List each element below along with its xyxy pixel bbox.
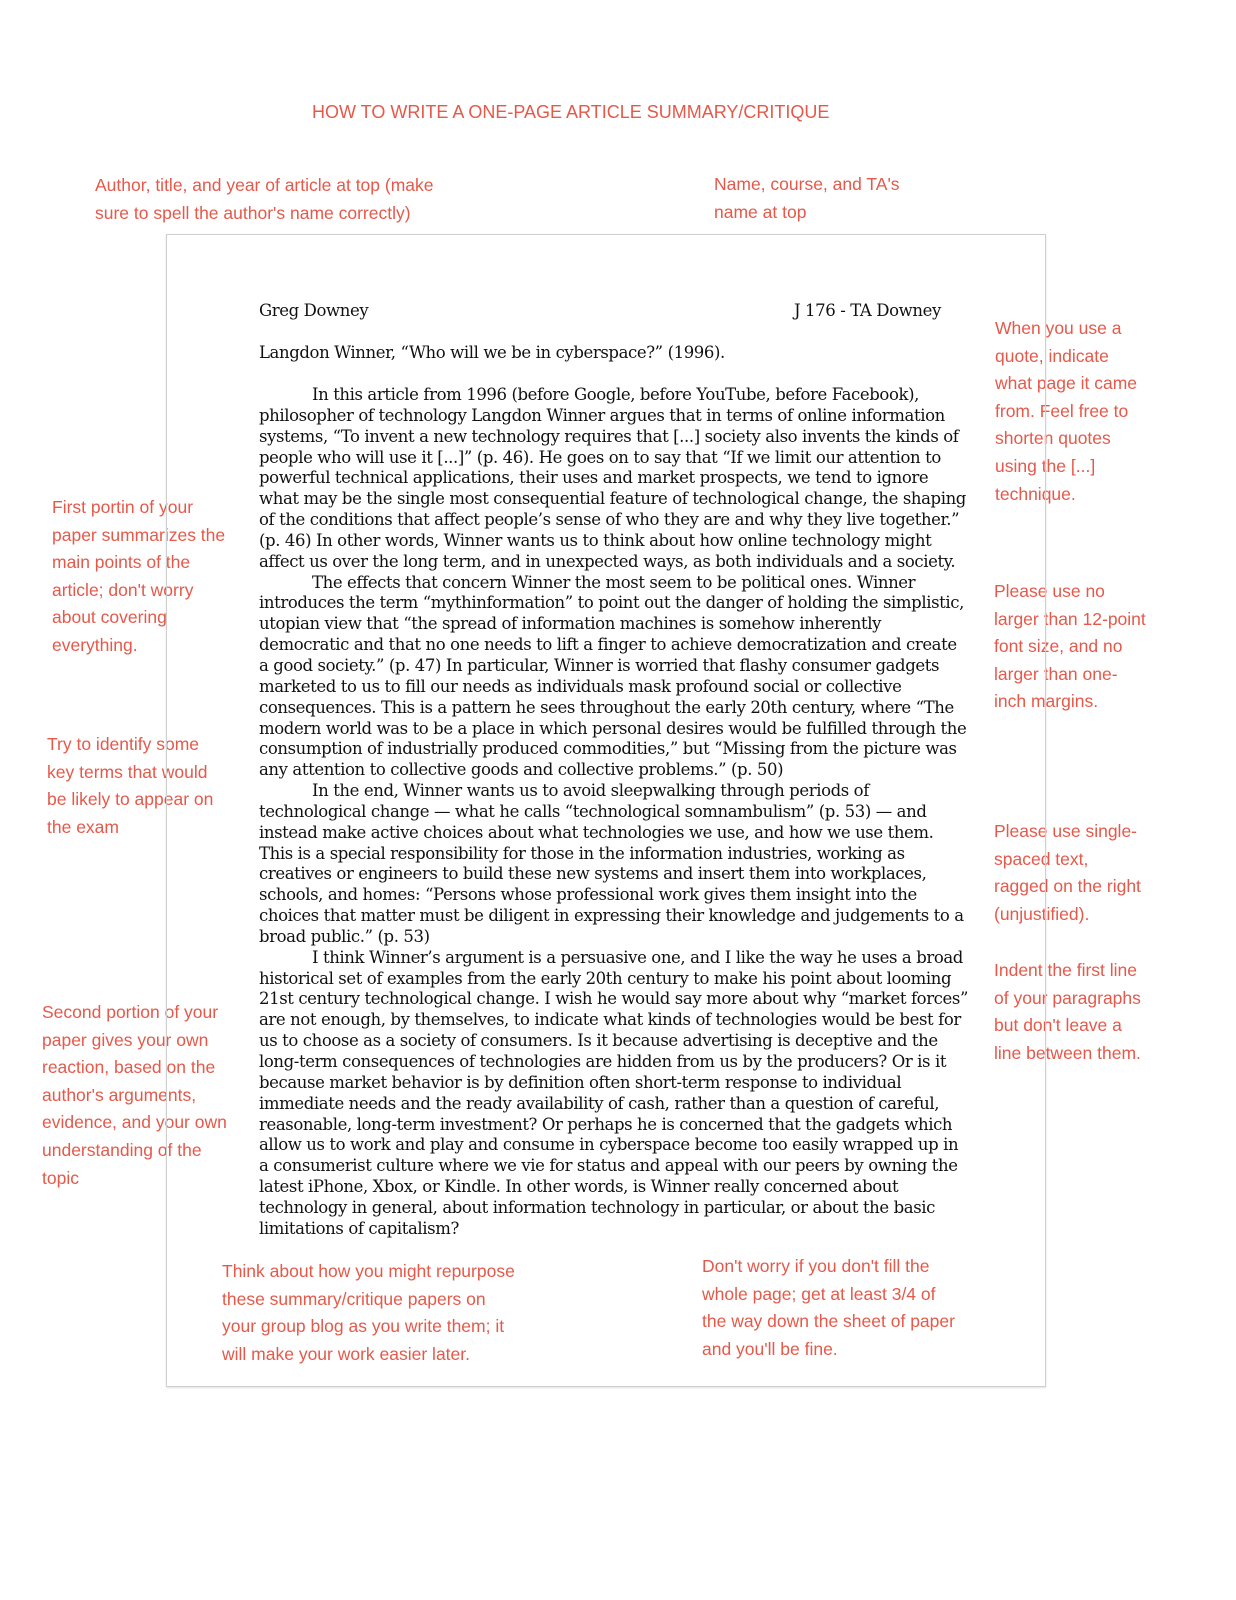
annotation-key-terms: Try to identify some key terms that would be likely to appear on the exam bbox=[47, 734, 214, 837]
paper-citation: Langdon Winner, “Who will we be in cyberspace?” (1996). bbox=[259, 343, 725, 362]
paragraph-summary-3: In the end, Winner wants us to avoid sleepwalking through periods of technological change — what he calls “technological somnambulism” (p. 53) — and instead make active choices about what technologies we use, and how we use them. This is a special responsibility for those in the information industries, working as creatives or engineers to build these new systems and insert them into workplaces, schools, and homes: “Persons whose professional work gives them insight into the choices that matter must be diligent in expressing their knowledge and judgements to a broad public.” (p. 53) bbox=[259, 781, 964, 946]
paragraph-summary-2: The effects that concern Winner the most seem to be political ones. Winner introduces the term “mythinformation” to point out the danger of holding the simplistic, utopian view that “the spread of information machines is somehow inherently democratic and that no one needs to lift a finger to achieve democratization and create a good society.” (p. 47) In particular, Winner is worried that flashy consumer gadgets marketed to us to fill our needs as individuals mask profound social or collective consequences. This is a pattern he sees throughout the early 20th century, where “The modern world was to be a place in which personal desires would be fulfilled through the consumption of industrially produced commodities,” but “Missing from the picture was any attention to collective goods and collective problems.” (p. 50) bbox=[259, 572, 967, 780]
annotation-name-course-ta: Name, course, and TA's name at top bbox=[714, 174, 900, 222]
paper-author-name: Greg Downey bbox=[259, 301, 369, 320]
annotation-repurpose-blog: Think about how you might repurpose these summary/critique papers on your group blog as you write them; it will make your work easier later. bbox=[222, 1261, 515, 1364]
paper-body bbox=[259, 385, 969, 1240]
paragraph-summary-1: In this article from 1996 (before Google, before YouTube, before Facebook), philosopher of technology Langdon Winner argues that in terms of online information systems, “To invent a new technology requires that [...] society also invents the kinds of people who will use it [...]” (p. 46). He goes on to say that “If we limit our attention to powerful technical applications, their uses and market prospects, we tend to ignore what may be the single most consequential feature of technological change, the shaping of the conditions that affect people’s sense of who they are and why they live together.” (p. 46) In other words, Winner wants us to think about how online technology might affect us over the long term, and in unexpected ways, as both individuals and a society. bbox=[259, 385, 966, 571]
annotation-single-spaced: Please use single- spaced text, ragged on the right (unjustified). bbox=[994, 821, 1141, 924]
annotation-font-margins: Please use no larger than 12-point font size, and no larger than one- inch margins. bbox=[994, 581, 1146, 712]
annotation-author-title-year: Author, title, and year of article at top (make sure to spell the author's name correctly) bbox=[95, 175, 434, 223]
annotation-fill-page: Don't worry if you don't fill the whole page; get at least 3/4 of the way down the sheet of paper and you'll be fine. bbox=[702, 1256, 955, 1359]
paper-course-ta: J 176 - TA Downey bbox=[794, 301, 941, 320]
annotation-quote-page: When you use a quote, indicate what page it came from. Feel free to shorten quotes using the [...] technique. bbox=[995, 318, 1138, 504]
page-title: HOW TO WRITE A ONE-PAGE ARTICLE SUMMARY/CRITIQUE bbox=[312, 102, 830, 122]
annotation-summary-portion: First portin of your paper summarizes the main points of the article; don't worry about covering everything. bbox=[52, 497, 226, 655]
annotation-indent-paragraphs: Indent the first line of your paragraphs but don't leave a line between them. bbox=[994, 960, 1141, 1063]
paragraph-critique: I think Winner’s argument is a persuasive one, and I like the way he uses a broad historical set of examples from the early 20th century to make his point about looming 21st century technological change. I wish he would say more about why “market forces” are not enough, by themselves, to indicate what kinds of technologies would be best for us to choose as a society of consumers. Is it because advertising is deceptive and the long-term consequences of technologies are hidden from us by the producers? Or is it because market behavior is by definition often short-term response to individual immediate needs and the ready availability of cash, rather than a question of careful, reasonable, long-term investment? Or perhaps he is concerned that the gadgets which allow us to work and play and consume in cyberspace become too easily wrapped up in a consumerist culture where we vie for status and appeal with our peers by owning the latest iPhone, Xbox, or Kindle. In other words, is Winner really concerned about technology in general, about information technology in particular, or about the basic limitations of capitalism? bbox=[259, 947, 968, 1238]
annotation-reaction-portion: Second portion of your paper gives your own reaction, based on the author's arguments, evidence, and your own understanding of the topic bbox=[42, 1002, 227, 1188]
